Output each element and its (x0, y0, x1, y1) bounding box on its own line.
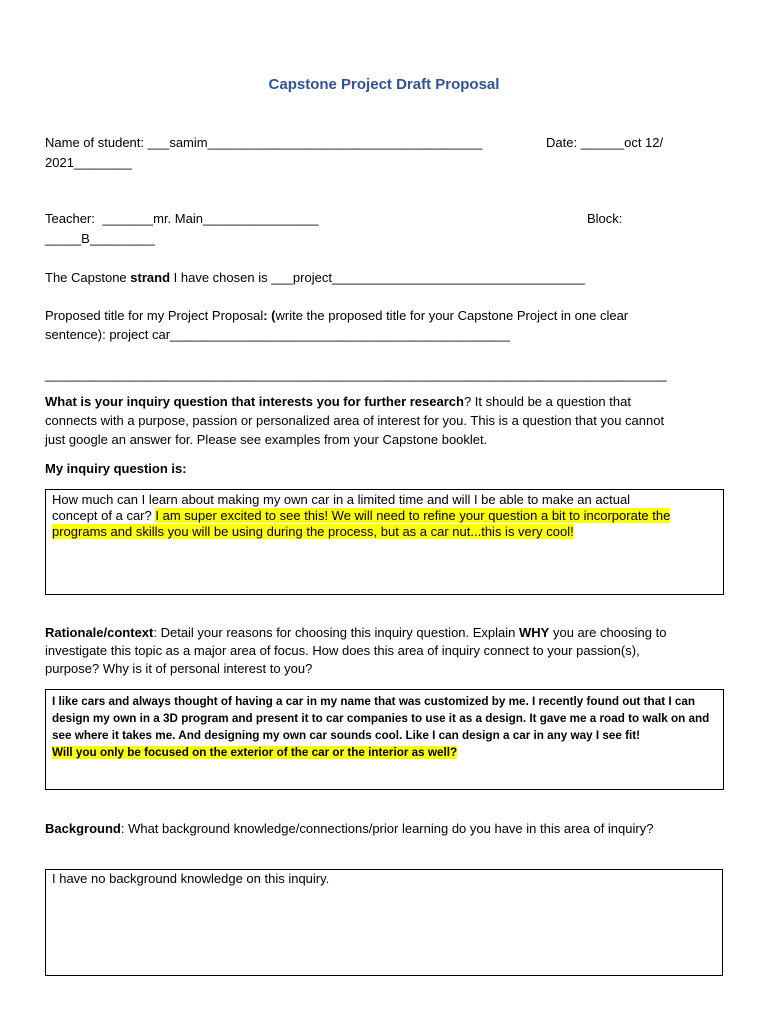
rationale-prompt-text-end: you are choosing to (552, 625, 667, 640)
block-value: _____B_________ (45, 231, 155, 246)
student-name-field (45, 135, 482, 150)
inquiry-prompt-text: ? It should be a question that (463, 394, 631, 409)
rationale-response-line-1: I like cars and always thought of having a car in my name that was customized by me. I recently found out that I can (52, 695, 695, 708)
background-response-text: I have no background knowledge on this inquiry. (52, 871, 330, 886)
block-label: Block: (587, 211, 623, 226)
proposed-title-prompt (45, 308, 628, 323)
inquiry-heading: My inquiry question is: (45, 461, 187, 476)
rationale-prompt-line-3: purpose? Why is it of personal interest to you? (45, 661, 313, 676)
student-name-value: ___samim______________________________________ (147, 135, 483, 150)
proposed-title-instruction-end: sentence): (45, 327, 106, 342)
separator-line: ______________________________________________________________________________________ (45, 367, 667, 382)
inquiry-response-line-3 (46, 524, 723, 540)
inquiry-response-line-1: How much can I learn about making my own car in a limited time and will I be able to make an actual (52, 492, 631, 507)
rationale-prompt-line-1 (45, 625, 666, 640)
inquiry-answer-text: concept of a car? (52, 508, 152, 523)
background-prompt (45, 821, 653, 836)
strand-field (45, 270, 585, 285)
strand-trail-text: I have chosen is (173, 270, 268, 285)
background-label: Background (45, 821, 121, 836)
date-label: Date: (546, 135, 578, 150)
date-value: ______oct 12/ (580, 135, 664, 150)
rationale-response-line-3: see where it takes me. And designing my own car sounds cool. Like I can design a car in any way I see fit! (52, 729, 641, 742)
inquiry-prompt-question: What is your inquiry question that interests you for further research (45, 394, 464, 409)
strand-keyword: strand (130, 270, 171, 285)
inquiry-response-line-2 (46, 508, 723, 524)
date-value-continued (45, 155, 132, 170)
block-value-line (45, 231, 155, 246)
block-field (587, 211, 622, 226)
proposed-title-value: project car_______________________________________________ (109, 327, 510, 342)
student-name-label: Name of student: (45, 135, 144, 150)
rationale-comment-line (46, 744, 723, 761)
inquiry-prompt-line-2: connects with a purpose, passion or personalized area of interest for you. This is a question that you cannot (45, 413, 665, 428)
teacher-comment-highlight: Will you only be focused on the exterior of the car or the interior as well? (52, 746, 458, 759)
teacher-label: Teacher: (45, 211, 95, 226)
proposed-title-punct: : ( (263, 308, 276, 323)
proposed-title-answer-line (45, 327, 510, 342)
rationale-prompt-text: : Detail your reasons for choosing this inquiry question. Explain (153, 625, 516, 640)
background-response-box (45, 869, 723, 976)
date-field (546, 135, 663, 150)
rationale-label: Rationale/context (45, 625, 154, 640)
background-prompt-text: : What background knowledge/connections/prior learning do you have in this area of inquiry? (120, 821, 654, 836)
inquiry-prompt-line-3: just google an answer for. Please see examples from your Capstone booklet. (45, 432, 488, 447)
strand-lead-text: The Capstone (45, 270, 127, 285)
rationale-prompt-line-2: investigate this topic as a major area of focus. How does this area of inquiry connect to your passion(s), (45, 643, 640, 658)
document-title: Capstone Project Draft Proposal (268, 76, 500, 93)
rationale-response-line-2: design my own in a 3D program and present it to car companies to use it as a design. It gave me a road to walk on and (52, 712, 710, 725)
rationale-emphasis: WHY (519, 625, 550, 640)
teacher-comment-highlight: I am super excited to see this! We will need to refine your question a bit to incorporate the (155, 508, 671, 523)
date-value-year: 2021________ (45, 155, 132, 170)
rationale-response-box (45, 689, 724, 790)
inquiry-prompt-line-1 (45, 394, 631, 409)
proposed-title-instruction: write the proposed title for your Capstone Project in one clear (275, 308, 629, 323)
proposed-title-label: Proposed title for my Project Proposal (45, 308, 264, 323)
inquiry-response-box (45, 489, 724, 595)
teacher-value: _______mr. Main________________ (102, 211, 319, 226)
teacher-field (45, 211, 319, 226)
teacher-comment-highlight: programs and skills you will be using during the process, but as a car nut...this is very cool! (52, 524, 574, 539)
strand-value: ___project___________________________________ (271, 270, 585, 285)
